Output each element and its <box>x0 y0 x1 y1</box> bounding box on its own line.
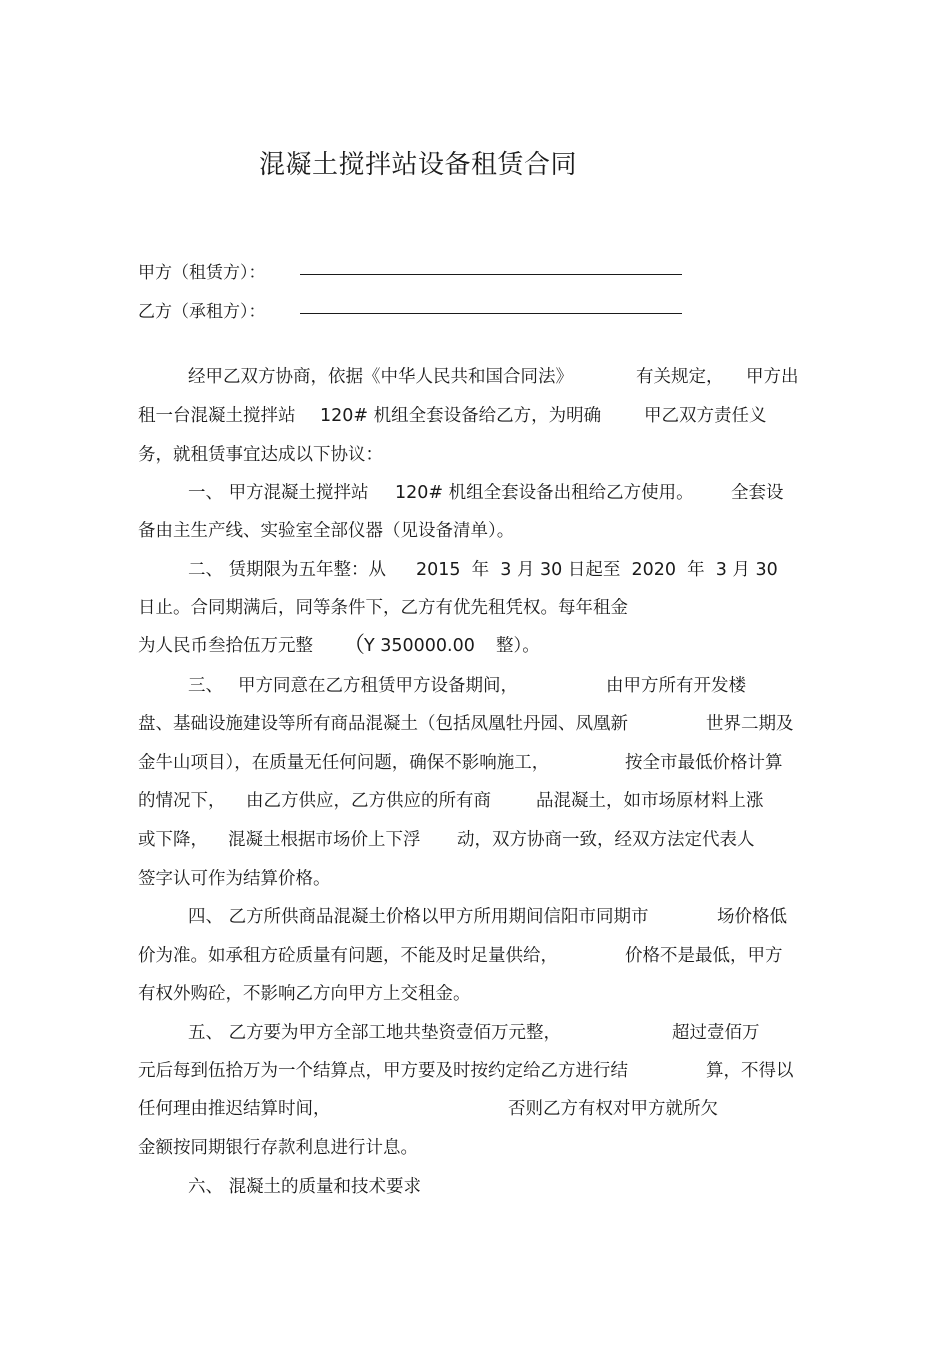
party-b-blank-field <box>300 313 682 314</box>
clause-5-text: 任何理由推迟结算时间， <box>138 1099 331 1119</box>
clause-4-text: 价为准。如承租方砼质量有问题，不能及时足量供给， <box>138 946 558 966</box>
clause-3-text: 金牛山项目），在质量无任何问题，确保不影响施工， <box>138 753 550 773</box>
clause-3-text: 世界二期及 <box>706 714 794 734</box>
clause-2-text: 日止。合同期满后，同等条件下，乙方有优先租凭权。每年租金 <box>138 598 628 618</box>
body-text: 甲乙双方责任义 <box>644 406 767 426</box>
clause-1-text: 120# 机组全套设备出租给乙方使用。 <box>395 483 694 503</box>
clause-4-text: 场价格低 <box>717 907 787 927</box>
clause-2-text: 2015 年 3 月 30 日起至 2020 年 3 月 30 <box>416 560 778 580</box>
clause-2-text: 二、 赁期限为五年整：从 <box>188 560 387 580</box>
clause-3-text: 混凝土根据市场价上下浮 <box>228 830 421 850</box>
clause-5-text: 金额按同期银行存款利息进行计息。 <box>138 1138 418 1158</box>
clause-1-text: 备由主生产线、实验室全部仪器（见设备清单）。 <box>138 521 515 541</box>
clause-1-text: 全套设 <box>731 483 784 503</box>
clause-3-text: 甲方同意在乙方租赁甲方设备期间， <box>238 676 518 696</box>
clause-3-text: 签字认可作为结算价格。 <box>138 869 331 889</box>
body-text: 120# 机组全套设备给乙方，为明确 <box>320 406 602 426</box>
clause-5-text: 算，不得以 <box>706 1061 794 1081</box>
clause-3-text: 由甲方所有开发楼 <box>606 676 746 696</box>
clause-3-text: 动，双方协商一致，经双方法定代表人 <box>457 830 755 850</box>
clause-3-text: 品混凝土，如市场原材料上涨 <box>536 791 764 811</box>
clause-5-text: 否则乙方有权对甲方就所欠 <box>508 1099 718 1119</box>
party-b-label: 乙方（承租方）： <box>138 302 266 322</box>
body-text: 有关规定， <box>636 367 724 387</box>
clause-3-text: 由乙方供应，乙方供应的所有商 <box>246 791 491 811</box>
clause-5-text: 五、 乙方要为甲方全部工地共垫资壹佰万元整， <box>188 1023 562 1043</box>
clause-6-heading: 六、 混凝土的质量和技术要求 <box>188 1177 422 1197</box>
party-a-blank-field <box>300 274 682 275</box>
clause-2-text: 为人民币叁拾伍万元整 <box>138 636 313 656</box>
document-title: 混凝土搅拌站设备租赁合同 <box>259 150 578 180</box>
clause-2-amount: Y 350000.00 <box>364 636 475 656</box>
party-a-label: 甲方（租赁方）： <box>138 263 266 283</box>
body-text: 甲方出 <box>746 367 799 387</box>
clause-4-text: 有权外购砼，不影响乙方向甲方上交租金。 <box>138 984 471 1004</box>
clause-3-text: 或下降， <box>138 830 208 850</box>
clause-3-text: 按全市最低价格计算 <box>625 753 783 773</box>
clause-2-text: （ <box>343 633 366 658</box>
clause-3-text: 盘、基础设施建设等所有商品混凝土（包括凤凰牡丹园、凤凰新 <box>138 714 628 734</box>
body-text: 务，就租赁事宜达成以下协议： <box>138 445 383 465</box>
clause-5-text: 元后每到伍拾万为一个结算点，甲方要及时按约定给乙方进行结 <box>138 1061 628 1081</box>
clause-4-text: 价格不是最低，甲方 <box>625 946 783 966</box>
body-text: 经甲乙双方协商，依据《中华人民共和国合同法》 <box>188 367 573 387</box>
clause-3-text: 三、 <box>188 676 223 696</box>
clause-2-text: 整）。 <box>496 636 540 656</box>
body-text: 租一台混凝土搅拌站 <box>138 406 296 426</box>
clause-1-text: 一、 甲方混凝土搅拌站 <box>188 483 369 503</box>
clause-4-text: 四、 乙方所供商品混凝土价格以甲方所用期间信阳市同期市 <box>188 907 649 927</box>
clause-5-text: 超过壹佰万 <box>672 1023 760 1043</box>
clause-3-text: 的情况下， <box>138 791 226 811</box>
